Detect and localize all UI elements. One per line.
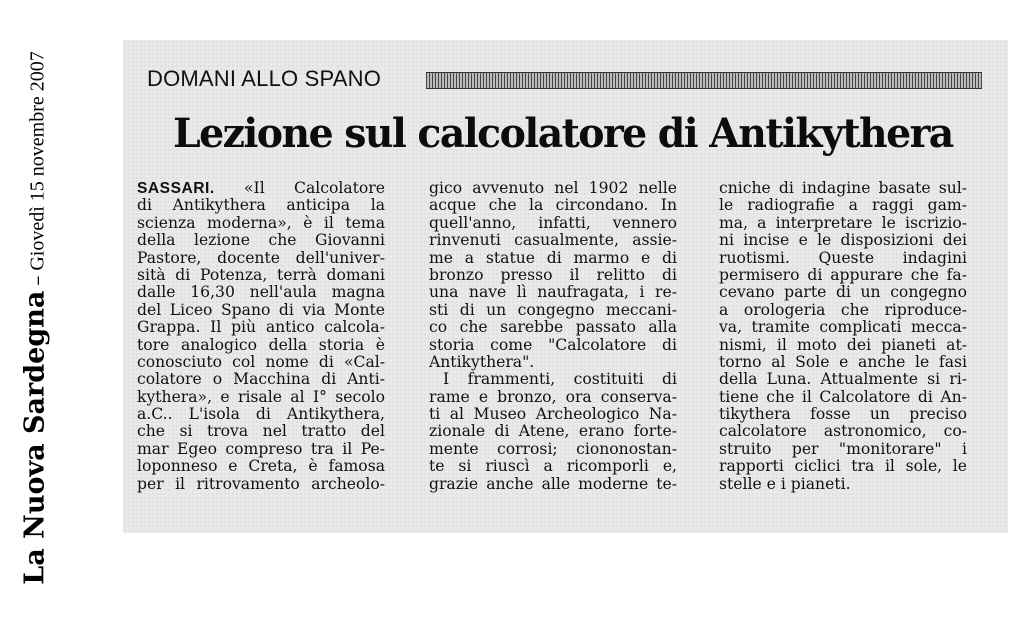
article-line: ni incise e le disposizioni dei <box>719 231 967 250</box>
article-line: per il ritrovamento archeolo- <box>137 474 385 493</box>
article-line: stelle e i pianeti. <box>719 474 851 493</box>
article-line: della lezione che Giovanni <box>137 231 385 250</box>
article-line: Grappa. Il più antico calcola- <box>137 318 385 337</box>
article-line: ruotismi. Queste indagini <box>719 248 967 267</box>
article-line: tiene che il Calcolatore di An- <box>719 387 967 406</box>
article-line: permisero di appurare che fa- <box>719 265 967 284</box>
kicker: DOMANI ALLO SPANO <box>147 66 382 91</box>
article-column-3 <box>719 180 967 493</box>
article-line: sità di Potenza, terrà domani <box>137 265 385 284</box>
article-line: storia come "Calcolatore di <box>429 335 677 354</box>
article-line: calcolatore astronomico, co- <box>719 422 967 441</box>
article-line: cevano parte di un congegno <box>719 283 967 302</box>
article-line: nismi, il moto dei pianeti at- <box>719 335 967 354</box>
article-line: a orologeria che riproduce- <box>719 300 967 319</box>
article-line: tore analogico della storia è <box>137 335 385 354</box>
article-line: le radiografie a raggi gam- <box>719 196 967 215</box>
article-line: quell'anno, infatti, vennero <box>429 213 677 232</box>
newspaper-clipping <box>123 40 1008 533</box>
article-line: rapporti ciclici tra il sole, le <box>719 457 967 476</box>
source-caption-text <box>20 51 51 584</box>
article-line: loponneso e Creta, è famosa <box>137 457 385 476</box>
article-line: va, tramite complicati mecca- <box>719 318 967 337</box>
article-line: mente corrosi; ciononostan- <box>429 439 677 458</box>
headline: Lezione sul calcolatore di Antikythera <box>173 110 953 157</box>
article-line-text: «Il Calcolatore <box>244 179 385 197</box>
article-line: una nave lì naufragata, i re- <box>429 283 677 302</box>
article-line: grazie anche alle moderne te- <box>429 474 677 493</box>
article-line: kythera», e risale al I° secolo <box>137 387 385 406</box>
article-line: di Antikythera anticipa la <box>137 196 385 215</box>
article-line: rame e bronzo, ora conserva- <box>429 387 677 406</box>
article-line: rinvenuti casualmente, assie- <box>429 231 677 250</box>
article-line: del Liceo Spano di via Monte <box>137 300 385 319</box>
article-line: della Luna. Attualmente si ri- <box>719 370 967 389</box>
article-column-1 <box>137 180 385 493</box>
article-line <box>137 180 385 197</box>
publication-date: Giovedì 15 novembre 2007 <box>26 51 49 271</box>
article-column-2 <box>429 180 677 493</box>
article-line: mar Egeo compreso tra il Pe- <box>137 439 385 458</box>
article-line: cniche di indagine basate sul- <box>719 179 967 197</box>
article-line: ti al Museo Archeologico Na- <box>429 405 677 424</box>
article-line: Antikythera". <box>429 352 535 371</box>
dateline: SASSARI. <box>137 180 215 197</box>
newspaper-name: La Nuova Sardegna <box>19 290 51 585</box>
article-line: me a statue di marmo e di <box>429 248 677 267</box>
kicker-rule <box>426 72 982 89</box>
article-line: conosciuto col nome di «Cal- <box>137 352 385 371</box>
article-line: Pastore, docente dell'univer- <box>137 248 385 267</box>
article-line: scienza moderna», è il tema <box>137 213 385 232</box>
article-line: a.C.. L'isola di Antikythera, <box>137 405 385 424</box>
article-line: tikythera fosse un preciso <box>719 405 967 424</box>
article-line: colatore o Macchina di Anti- <box>137 370 385 389</box>
caption-separator: – <box>24 275 49 286</box>
article-line: gico avvenuto nel 1902 nelle <box>429 179 677 197</box>
article-line: zionale di Atene, erano forte- <box>429 422 677 441</box>
article-line: ma, a interpretare le iscrizio- <box>719 213 967 232</box>
article-line: sti di un congegno meccani- <box>429 300 677 319</box>
article-line: acque che la circondano. In <box>429 196 677 215</box>
article-line: torno al Sole e anche le fasi <box>719 352 967 371</box>
article-line: te si riuscì a ricomporli e, <box>429 457 677 476</box>
article-line: struito per "monitorare" i <box>719 439 967 458</box>
article-line: co che sarebbe passato alla <box>429 318 677 337</box>
article-line: dalle 16,30 nell'aula magna <box>137 283 385 302</box>
article-line: bronzo presso il relitto di <box>429 265 677 284</box>
article-line: I frammenti, costituiti di <box>443 370 677 389</box>
source-caption <box>0 0 70 625</box>
article-line: che si trova nel tratto del <box>137 422 385 441</box>
